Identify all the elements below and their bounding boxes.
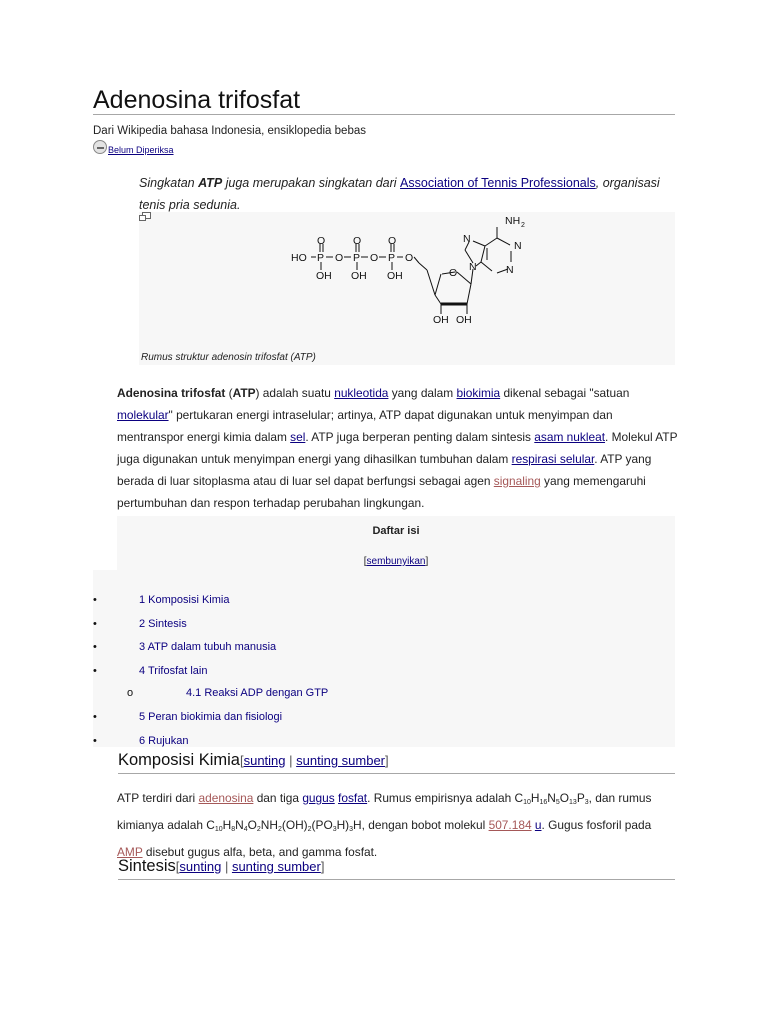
formula-element: N (547, 791, 556, 805)
formula-element: P (576, 791, 585, 805)
section-divider (118, 879, 675, 880)
composition-text: , dan rumus kimianya adalah C (117, 791, 652, 832)
lead-text: . Molekul ATP juga digunakan untuk menyimpan energi yang dihasilkan tumbuhan dalam (117, 430, 678, 466)
composition-paragraph (117, 787, 677, 863)
label-ring-o: O (449, 267, 458, 279)
toc-bullet: • (93, 618, 97, 630)
lead-text: . ATP yang berada di luar sitoplasma atau di luar sel dapat berfungsi sebagai agen (117, 452, 652, 488)
label-o-bridge2: O (370, 252, 379, 264)
edit-source-link[interactable]: sunting sumber (296, 753, 386, 768)
edit-source-link[interactable]: sunting sumber (231, 859, 321, 874)
section-edit-links (176, 859, 325, 874)
label-n3: N (506, 264, 514, 276)
formula-element: (PO (311, 818, 333, 832)
edit-bracket: ] (385, 753, 389, 768)
atp-bonds (311, 227, 511, 314)
link-nukleotida[interactable]: nukleotida (334, 386, 389, 400)
edit-link[interactable]: sunting (179, 859, 222, 874)
hatnote-text: Singkatan (139, 176, 199, 190)
review-status (93, 139, 174, 155)
review-status-link[interactable]: Belum Diperiksa (108, 145, 174, 155)
formula-sub: 4 (243, 826, 248, 833)
figure-caption: Rumus struktur adenosin trifosfat (ATP) (141, 352, 316, 363)
link-gugus[interactable]: gugus (302, 791, 335, 805)
composition-text: disebut gugus alfa, beta, and gamma fosfat. (142, 845, 378, 859)
lead-text: ( (225, 386, 233, 400)
hatnote-text: juga merupakan singkatan dari (222, 176, 401, 190)
formula-sub: 16 (539, 799, 548, 806)
lead-term: Adenosina trifosfat (117, 386, 226, 400)
toc-toggle (117, 556, 675, 567)
title-divider (93, 114, 675, 115)
atp-structure-diagram[interactable] (139, 212, 675, 347)
toc-item-komposisi-kimia[interactable]: 1 Komposisi Kimia (139, 594, 230, 606)
lead-text: yang memengaruhi pertumbuhan dan respon terhadap perubahan lingkungan. (117, 474, 646, 510)
formula-element: (OH) (281, 818, 308, 832)
lead-text: . ATP juga berperan penting dalam sintesis (305, 430, 535, 444)
toc-item-rujukan[interactable]: 6 Rujukan (139, 735, 189, 747)
link-sel[interactable]: sel (290, 430, 306, 444)
label-p-alpha: P (388, 252, 396, 264)
toc-item-atp-tubuh[interactable]: 3 ATP dalam tubuh manusia (139, 641, 277, 653)
section-title: Komposisi Kimia (118, 751, 240, 769)
formula-sub: 2 (307, 826, 312, 833)
formula-element: O (559, 791, 570, 805)
link-signaling[interactable]: signaling (493, 474, 541, 488)
formula-sub: 13 (569, 799, 577, 806)
toc-hide-link[interactable]: sembunyikan (366, 556, 426, 567)
toc-bracket: [ (363, 556, 367, 567)
lead-text: " pertukaran energi intraselular; artinya, ATP dapat digunakan untuk menyimpan dan mentranspor energi kimia dalam (117, 408, 613, 444)
composition-text: ATP terdiri dari (117, 791, 199, 805)
toc-bullet: • (93, 594, 97, 606)
edit-separator: | (221, 859, 232, 874)
label-n1: N (514, 240, 522, 252)
composition-text: , dengan bobot molekul (361, 818, 489, 832)
composition-text: . Gugus fosforil pada (541, 818, 652, 832)
label-oh3: OH (387, 270, 403, 282)
hatnote-text: , organisasi tenis pria sedunia. (139, 176, 660, 212)
site-tagline: Dari Wikipedia bahasa Indonesia, ensiklopedia bebas (93, 125, 366, 137)
label-o-top2: O (353, 235, 362, 247)
edit-bracket: [ (239, 753, 244, 768)
formula-sub: 3 (332, 826, 337, 833)
link-atp-tennis[interactable]: Association of Tennis Professionals (400, 176, 596, 190)
toc-bullet: • (93, 641, 97, 653)
formula-sub: 10 (523, 799, 531, 806)
toc-sub-bullet: o (127, 687, 134, 699)
hatnote (139, 172, 679, 216)
label-ho: HO (291, 252, 307, 264)
link-fosfat[interactable]: fosfat (338, 791, 368, 805)
formula-element: NH (260, 818, 278, 832)
enlarge-icon[interactable] (139, 212, 151, 221)
formula-sub: 2 (256, 826, 261, 833)
edit-bracket: ] (320, 859, 325, 874)
label-oh-ribose1: OH (433, 314, 449, 326)
link-biokimia[interactable]: biokimia (456, 386, 501, 400)
link-asam-nukleat[interactable]: asam nukleat (534, 430, 606, 444)
link-molekular[interactable]: molekular (117, 408, 169, 422)
label-p-gamma: P (317, 252, 325, 264)
link-molecular-weight[interactable]: 507.184 (488, 818, 532, 832)
formula-element: O (247, 818, 257, 832)
label-o-bridge1: O (335, 252, 344, 264)
section-heading-komposisi (118, 751, 389, 770)
section-title: Sintesis (118, 857, 176, 875)
link-unit-u[interactable]: u (534, 818, 542, 832)
label-oh-ribose2: OH (456, 314, 472, 326)
edit-separator: | (285, 753, 297, 768)
edit-link[interactable]: sunting (243, 753, 286, 768)
label-nh2: NH (505, 215, 521, 227)
formula-element: H (530, 791, 540, 805)
hatnote-term: ATP (198, 176, 223, 190)
formula-sub: 3 (584, 799, 589, 806)
link-respirasi-selular[interactable]: respirasi selular (511, 452, 595, 466)
link-adenosina[interactable]: adenosina (198, 791, 254, 805)
toc-bullet: • (93, 665, 97, 677)
lead-text: yang dalam (388, 386, 457, 400)
link-amp[interactable]: AMP (117, 845, 143, 859)
toc-item-trifosfat-lain[interactable]: 4 Trifosfat lain (139, 665, 208, 677)
composition-text: dan tiga (253, 791, 303, 805)
page-title: Adenosina trifosfat (93, 86, 301, 114)
formula-element: H) (336, 818, 350, 832)
label-oh1: OH (316, 270, 332, 282)
toc-title: Daftar isi (372, 525, 420, 537)
label-o-top3: O (388, 235, 397, 247)
formula-sub: 10 (214, 826, 223, 833)
lead-paragraph (117, 382, 679, 514)
lead-text: dikenal sebagai "satuan (500, 386, 630, 400)
label-n7: N (463, 233, 471, 245)
formula-element: N (235, 818, 244, 832)
section-divider (118, 773, 675, 774)
structure-figure (139, 212, 675, 365)
lead-abbr: ATP (232, 386, 256, 400)
label-p-beta: P (353, 252, 361, 264)
toc-item-peran-biokimia[interactable]: 5 Peran biokimia dan fisiologi (139, 711, 283, 723)
formula-sub: 3 (349, 826, 354, 833)
formula-element: H (353, 818, 362, 832)
label-o-top1: O (317, 235, 326, 247)
toc-bullet: • (93, 735, 97, 747)
label-oh2: OH (351, 270, 367, 282)
toc-bullet: • (93, 711, 97, 723)
lead-text: ) adalah suatu (255, 386, 335, 400)
formula-sub: 5 (555, 799, 560, 806)
label-nh2-sub: 2 (521, 222, 525, 229)
label-n9: N (469, 261, 477, 273)
composition-text: . Rumus empirisnya adalah C (367, 791, 524, 805)
formula-sub: 8 (231, 826, 236, 833)
section-heading-sintesis (118, 857, 324, 876)
formula-sub: 2 (277, 826, 282, 833)
edit-bracket: [ (175, 859, 180, 874)
toc-bracket: ] (425, 556, 429, 567)
toc-item-reaksi-adp[interactable]: 4.1 Reaksi ADP dengan GTP (186, 687, 329, 699)
label-o-bridge3: O (405, 252, 414, 264)
formula-element: H (222, 818, 232, 832)
review-status-icon (93, 140, 107, 154)
section-edit-links (240, 753, 389, 768)
toc-item-sintesis[interactable]: 2 Sintesis (139, 618, 187, 630)
